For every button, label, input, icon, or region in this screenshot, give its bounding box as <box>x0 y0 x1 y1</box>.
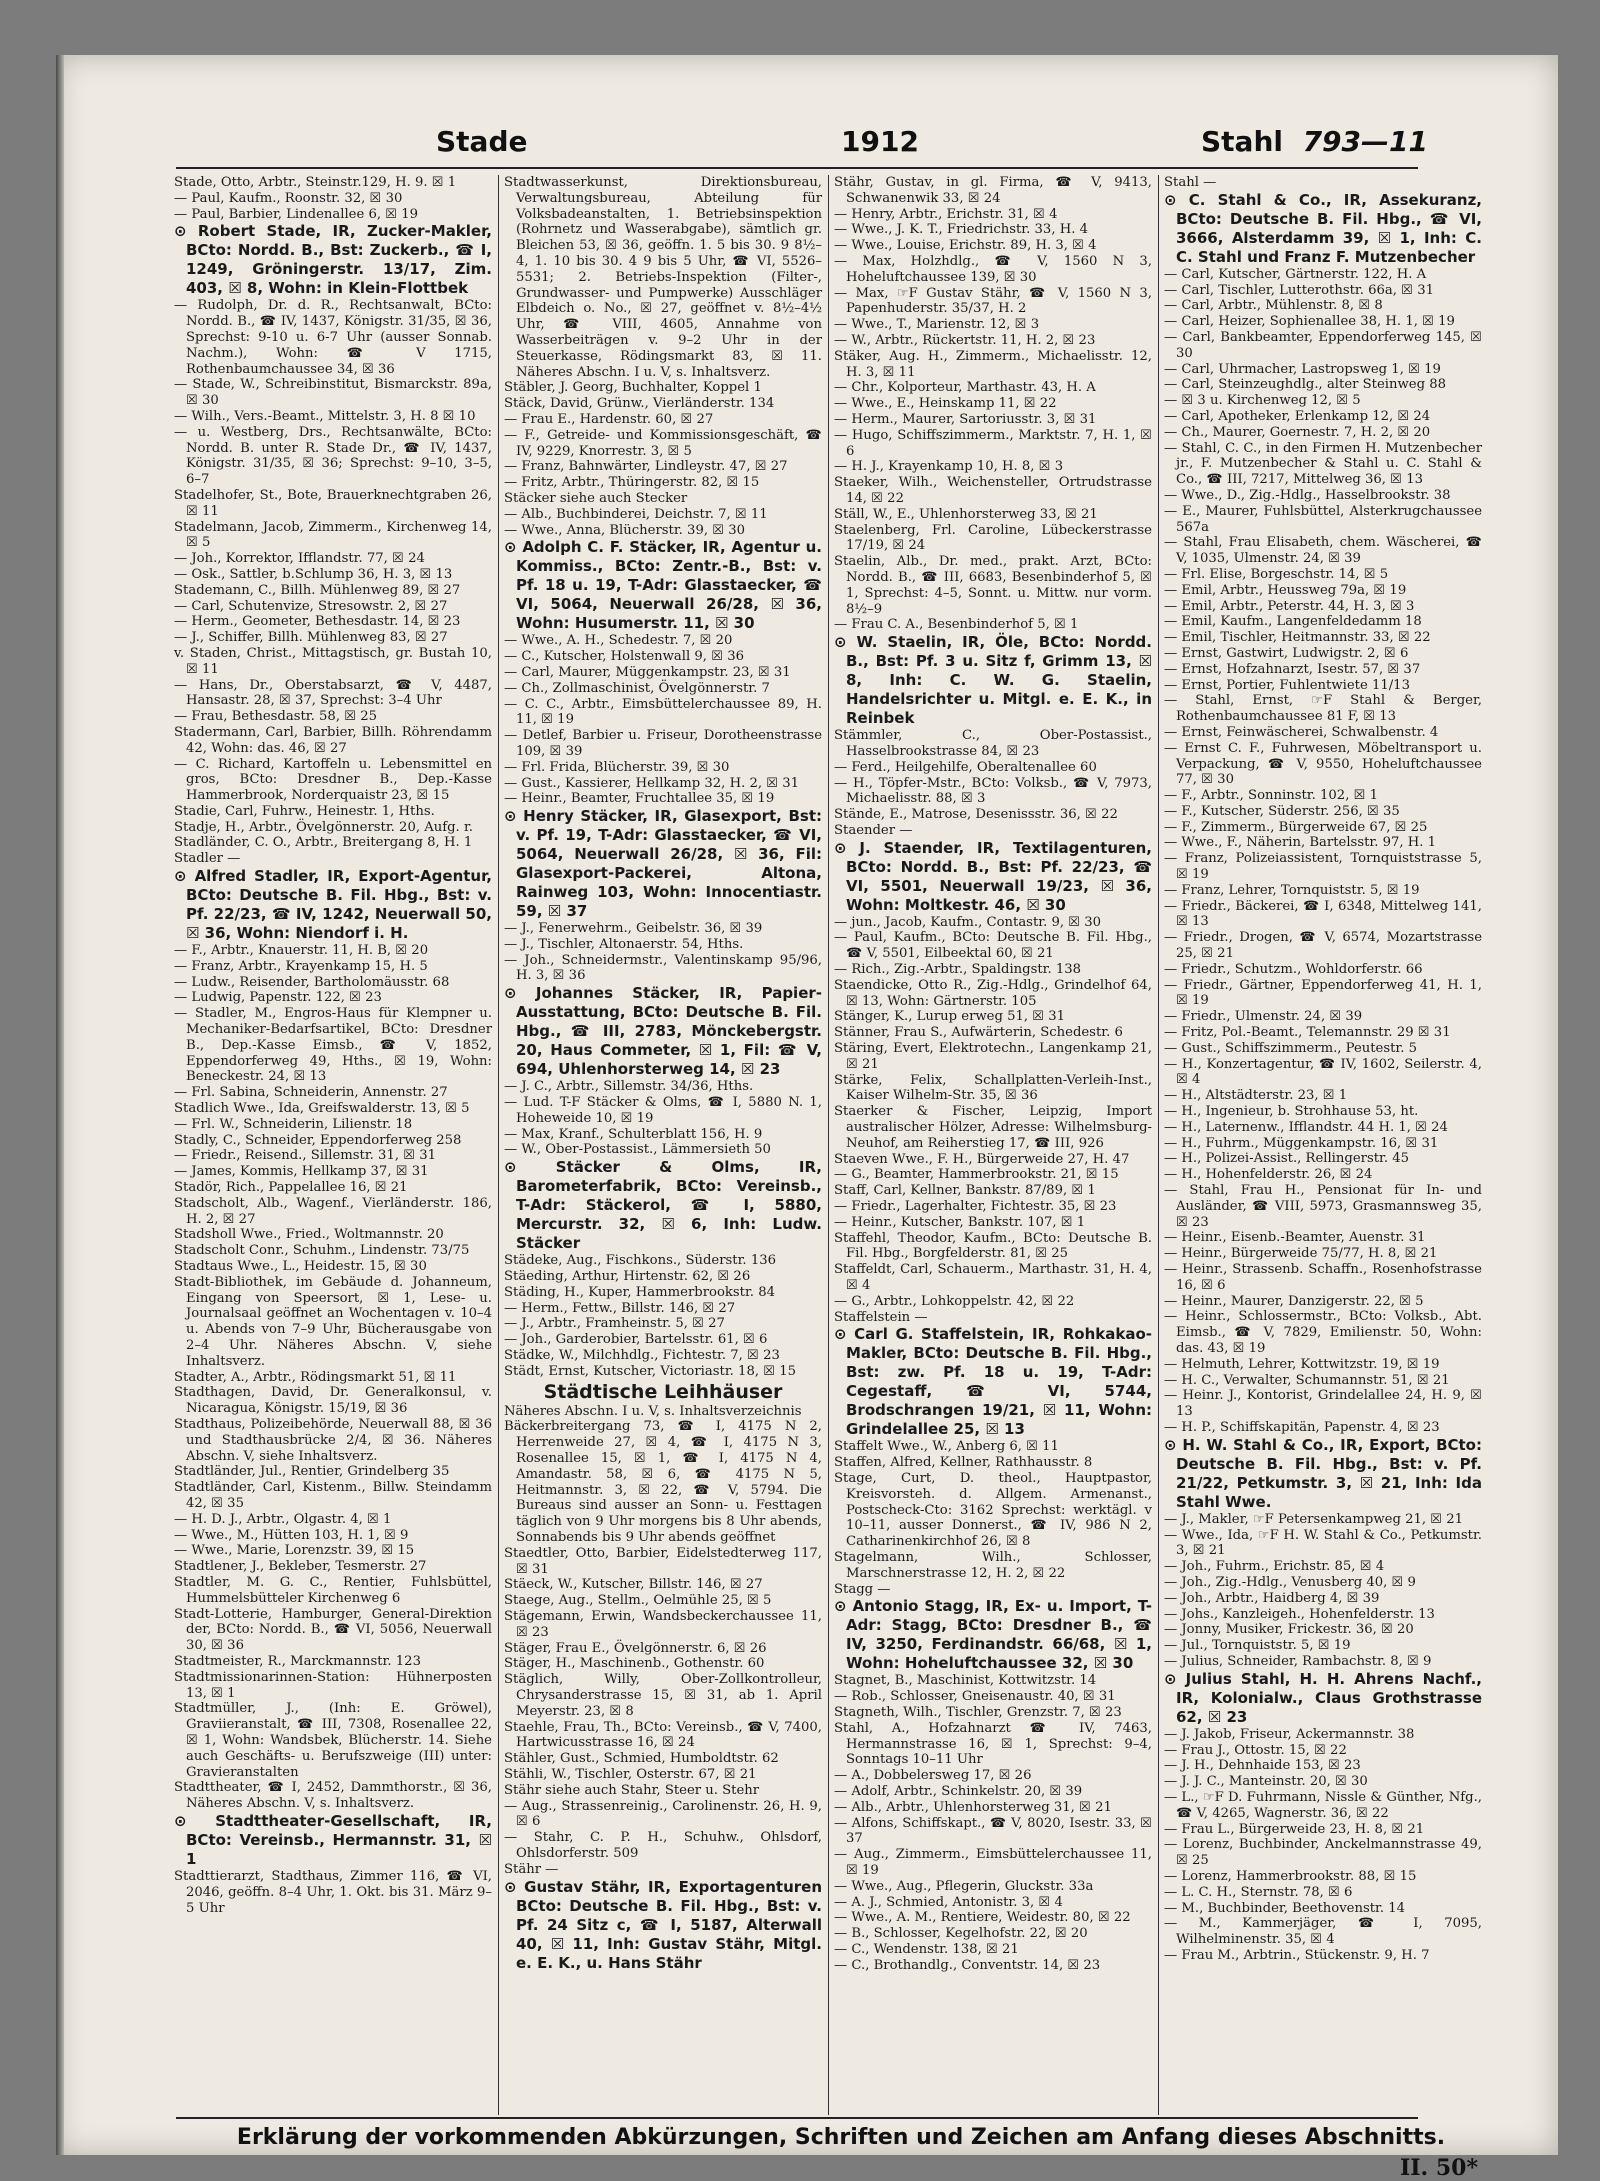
directory-entry: — Franz, Bahnwärter, Lindleystr. 47, ☒ 27 <box>504 459 788 475</box>
directory-entry: — W., Arbtr., Rückertstr. 11, H. 2, ☒ 23 <box>834 332 1096 348</box>
directory-entry: Stadt-Bibliothek, im Gebäude d. Johanneum, Eingang von Speersort, ☒ 1, Lese- u. Journalsaal geöffnet an Wochentagen v. 10–4 u. Abends von 7–9 Uhr, Bücherausgabe von 2–4 Uhr. Näheres Abschn. V, siehe Inhaltsverz. <box>174 1274 492 1369</box>
directory-entry: — A. J., Schmied, Antonistr. 3, ☒ 4 <box>834 1894 1063 1910</box>
directory-entry: Stadtmissionarinnen-Station: Hühnerposten 13, ☒ 1 <box>174 1669 492 1701</box>
directory-entry: Stähr — <box>504 1861 559 1877</box>
directory-entry: — Heinr., Eisenb.-Beamter, Auenstr. 31 <box>1164 1230 1426 1246</box>
directory-entry: — Wwe., M., Hütten 103, H. 1, ☒ 9 <box>174 1527 409 1543</box>
directory-entry: Stadtländer, Carl, Kistenm., Billw. Steindamm 42, ☒ 35 <box>174 1480 492 1511</box>
directory-entry: — Rob., Schlosser, Gneisenaustr. 40, ☒ 31 <box>834 1689 1116 1705</box>
directory-entry: Stadtler, M. G. C., Rentier, Fuhlsbüttel, Hummelsbütteler Kirchenweg 6 <box>174 1574 492 1606</box>
directory-entry: Städeke, Aug., Fischkons., Süderstr. 136 <box>504 1253 776 1269</box>
directory-entry: Stäck, David, Grünw., Vierländerstr. 134 <box>504 396 775 412</box>
directory-entry: — Wwe., D., Zig.-Hdlg., Hasselbrookstr. 38 <box>1164 487 1451 503</box>
directory-entry: Städtische Leihhäuser <box>543 1380 783 1403</box>
directory-entry: Stäbler, J. Georg, Buchhalter, Koppel 1 <box>504 380 762 396</box>
page-header <box>156 125 1448 165</box>
directory-entry: — J. J. C., Manteinstr. 20, ☒ 30 <box>1164 1774 1368 1790</box>
directory-entry: — C., Kutscher, Holstenwall 9, ☒ 36 <box>504 649 744 665</box>
directory-entry: ⊙ W. Staelin, IR, Öle, BCto: Nordd. B., Bst: Pf. 3 u. Sitz f, Grimm 13, ☒ 8, Inh: C. W. G. Staelin, Handelsrichter u. Mitgl. e. E. K., in Reinbek <box>834 633 1152 728</box>
directory-entry: — F., Zimmerm., Bürgerweide 67, ☒ 25 <box>1164 819 1428 835</box>
directory-entry: Städt, Ernst, Kutscher, Victoriastr. 18, ☒ 15 <box>504 1363 797 1379</box>
directory-entry: ⊙ J. Staender, IR, Textilagenturen, BCto: Nordd. B., Bst: Pf. 22/23, ☎ VI, 5501, Neuerwall 19/23, ☒ 36, Wohn: Moltkestr. 46, ☒ 30 <box>834 838 1152 914</box>
directory-entry: — Adolf, Arbtr., Schinkelstr. 20, ☒ 39 <box>834 1783 1083 1799</box>
directory-entry: — Heinr., Beamter, Fruchtallee 35, ☒ 19 <box>504 791 775 807</box>
directory-entry: — Heinr. J., Kontorist, Grindelallee 24, H. 9, ☒ 13 <box>1164 1388 1482 1420</box>
directory-entry: — L. C. H., Sternstr. 78, ☒ 6 <box>1164 1884 1353 1900</box>
directory-entry: — Lorenz, Hammerbrookstr. 88, ☒ 15 <box>1164 1868 1417 1884</box>
directory-columns <box>174 175 1482 2115</box>
directory-entry: — M., Buchbinder, Beethovenstr. 14 <box>1164 1900 1406 1916</box>
directory-entry: Stadt-Lotterie, Hamburger, General-Direktion der, BCto: Nordd. B., ☎ VI, 5056, Neuerwall 30, ☒ 36 <box>174 1606 492 1654</box>
directory-entry: Stadthaus, Polizeibehörde, Neuerwall 88, ☒ 36 und Stadthausbrücke 2/4, ☒ 36. Näheres Abschn. V, siehe Inhaltsverz. <box>174 1416 492 1464</box>
directory-entry: Stadländer, C. O., Arbtr., Breitergang 8, H. 1 <box>174 835 473 851</box>
directory-entry: Stänner, Frau S., Aufwärterin, Schedestr. 6 <box>834 1025 1123 1041</box>
directory-entry: — Wwe., Aug., Pflegerin, Gluckstr. 33a <box>834 1878 1094 1894</box>
directory-entry: — H., Konzertagentur, ☎ IV, 1602, Seilerstr. 4, ☒ 4 <box>1164 1056 1482 1088</box>
directory-entry: — Ferd., Heilgehilfe, Oberaltenallee 60 <box>834 759 1097 775</box>
directory-entry: ⊙ Henry Stäcker, IR, Glasexport, Bst: v. Pf. 19, T-Adr: Glasstaecker, ☎ VI, 5064, Neuerwall 26/28, ☒ 36, Fil: Glasexport-Packerei, Altona, Rainweg 103, Wohn: Innocentiastr. 59, ☒ 37 <box>504 807 822 921</box>
directory-entry: — Hans, Dr., Oberstabsarzt, ☎ V, 4487, Hansastr. 28, ☒ 37, Sprechst: 3–4 Uhr <box>174 677 492 709</box>
directory-entry: — H., Töpfer-Mstr., BCto: Volksb., ☎ V, 7973, Michaelisstr. 88, ☒ 3 <box>834 775 1152 807</box>
directory-entry: Staedtler, Otto, Barbier, Eidelstedterweg 117, ☒ 31 <box>504 1545 822 1577</box>
directory-entry: — B., Schlosser, Kegelhofstr. 22, ☒ 20 <box>834 1926 1088 1942</box>
directory-entry: Staff, Carl, Kellner, Bankstr. 87/89, ☒ 1 <box>834 1183 1096 1199</box>
column-separator <box>828 175 829 2115</box>
directory-entry: — Paul, Kaufm., Roonstr. 32, ☒ 30 <box>174 190 403 206</box>
directory-entry: — Stahl, Frau Elisabeth, chem. Wäscherei, ☎ V, 1035, Ulmenstr. 24, ☒ 39 <box>1164 535 1482 567</box>
directory-entry: — Stahl, Ernst, ☞F Stahl & Berger, Rothenbaumchaussee 81 F, ☒ 13 <box>1164 693 1482 725</box>
directory-entry: Staehle, Frau, Th., BCto: Vereinsb., ☎ V, 7400, Hartwicusstrasse 16, ☒ 24 <box>504 1719 822 1751</box>
directory-entry: — Franz, Polizeiassistent, Tornquiststrasse 5, ☒ 19 <box>1164 851 1482 883</box>
directory-entry: — Rich., Zig.-Arbtr., Spaldingstr. 138 <box>834 962 1082 978</box>
directory-entry: Stadör, Rich., Pappelallee 16, ☒ 21 <box>174 1180 408 1196</box>
directory-entry: Stäring, Evert, Elektrotechn., Langenkamp 21, ☒ 21 <box>834 1041 1152 1072</box>
directory-entry: ⊙ Stadttheater-Gesellschaft, IR, BCto: Vereinsb., Hermannstr. 31, ☒ 1 <box>174 1811 492 1868</box>
directory-entry: Staffen, Alfred, Kellner, Rathhausstr. 8 <box>834 1455 1093 1471</box>
directory-entry: — Carl, Maurer, Müggenkampstr. 23, ☒ 31 <box>504 664 791 680</box>
directory-entry: ⊙ H. W. Stahl & Co., IR, Export, BCto: Deutsche B. Fil. Hbg., Bst: v. Pf. 21/22, Petkumstr. 3, ☒ 21, Inh: Ida Stahl Wwe. <box>1164 1435 1482 1511</box>
directory-entry: — Herm., Geometer, Bethesdastr. 14, ☒ 23 <box>174 614 461 630</box>
directory-entry: — Friedr., Drogen, ☎ V, 6574, Mozartstrasse 25, ☒ 21 <box>1164 930 1482 962</box>
directory-entry: — Wwe., Louise, Erichstr. 89, H. 3, ☒ 4 <box>834 238 1097 254</box>
directory-entry: — Heinr., Schlossermstr., BCto: Volksb., Abt. Eimsb., ☎ V, 7829, Emilienstr. 50, Wohn: das. 43, ☒ 19 <box>1164 1309 1482 1356</box>
directory-entry: Stagneth, Wilh., Tischler, Grenzstr. 7, ☒ 23 <box>834 1704 1122 1720</box>
directory-entry: Stagg — <box>834 1581 891 1597</box>
directory-entry: — Ernst, Gastwirt, Ludwigstr. 2, ☒ 6 <box>1164 645 1409 661</box>
directory-entry: — H. D. J., Arbtr., Olgastr. 4, ☒ 1 <box>174 1511 392 1527</box>
directory-entry: — Heinr., Maurer, Danzigerstr. 22, ☒ 5 <box>1164 1293 1424 1309</box>
directory-entry: — Wwe., F., Näherin, Bartelsstr. 97, H. 1 <box>1164 835 1437 851</box>
directory-entry: — Max, Holzhdlg., ☎ V, 1560 N 3, Hoheluftchaussee 139, ☒ 30 <box>834 253 1152 285</box>
directory-entry: — ☒ 3 u. Kirchenweg 12, ☒ 5 <box>1164 393 1361 409</box>
directory-entry: Stadly, C., Schneider, Eppendorferweg 258 <box>174 1132 462 1148</box>
directory-entry: ⊙ Gustav Stähr, IR, Exportagenturen BCto: Deutsche B. Fil. Hbg., Bst: v. Pf. 24 Sitz c, ☎ I, 5187, Alterwall 40, ☒ 11, Inh: Gustav Stähr, Mitgl. e. E. K., u. Hans Stähr <box>504 1877 822 1972</box>
directory-entry: — Stahl, C. C., in den Firmen H. Mutzenbecher jr., F. Mutzenbecher & Stahl u. C. Stahl & Co., ☎ III, 7217, Mittelweg 36, ☒ 13 <box>1164 440 1482 488</box>
directory-entry: — Frau, Bethesdastr. 58, ☒ 25 <box>174 709 378 725</box>
directory-entry: ⊙ Julius Stahl, H. H. Ahrens Nachf., IR, Kolonialw., Claus Grothstrasse 62, ☒ 23 <box>1164 1669 1482 1726</box>
header-right-keyword: Stahl <box>1201 125 1283 158</box>
directory-entry: Stänger, K., Lurup erweg 51, ☒ 31 <box>834 1009 1066 1025</box>
directory-entry: — James, Kommis, Hellkamp 37, ☒ 31 <box>174 1164 429 1180</box>
directory-entry: — Lorenz, Buchbinder, Anckelmannstrasse 49, ☒ 25 <box>1164 1837 1482 1869</box>
footer-rule <box>176 2117 1418 2119</box>
page-number: II. 50* <box>1399 2155 1478 2181</box>
header-left-keyword: Stade <box>436 125 528 158</box>
directory-entry: — H., Ingenieur, b. Strohhause 53, ht. <box>1164 1104 1419 1120</box>
column-3 <box>834 175 1152 2115</box>
directory-entry: — Herm., Maurer, Sartoriusstr. 3, ☒ 31 <box>834 411 1097 427</box>
directory-entry: ⊙ Carl G. Staffelstein, IR, Rohkakao-Makler, BCto: Deutsche B. Fil. Hbg., Bst: zw. Pf. 18 u. 19, T-Adr: Cegestaff, ☎ VI, 5744, Brodschrangen 19/21, ☒ 11, Wohn: Grindelallee 25, ☒ 13 <box>834 1325 1152 1439</box>
directory-entry: — Detlef, Barbier u. Friseur, Dorotheenstrasse 109, ☒ 39 <box>504 728 822 759</box>
directory-entry: Stadtländer, Jul., Rentier, Grindelberg 35 <box>174 1464 450 1480</box>
directory-entry: — Wwe., Ida, ☞F H. W. Stahl & Co., Petkumstr. 3, ☒ 21 <box>1164 1527 1482 1559</box>
directory-entry: — Ch., Zollmaschinist, Övelgönnerstr. 7 <box>504 680 770 696</box>
directory-entry: Stäger, H., Maschinenb., Gothenstr. 60 <box>504 1656 765 1672</box>
directory-entry: — Jonny, Musiker, Frickestr. 36, ☒ 20 <box>1164 1622 1414 1638</box>
directory-entry: — Heinr., Strassenb. Schaffn., Rosenhofstrasse 16, ☒ 6 <box>1164 1262 1482 1293</box>
directory-entry: — A., Dobbelersweg 17, ☒ 26 <box>834 1768 1032 1784</box>
directory-entry: Stadie, Carl, Fuhrw., Heinestr. 1, Hths. <box>174 803 435 819</box>
directory-entry: — Fritz, Pol.-Beamt., Telemannstr. 29 ☒ 31 <box>1164 1025 1451 1041</box>
directory-entry: — Johs., Kanzleigeh., Hohenfelderstr. 13 <box>1164 1606 1435 1622</box>
directory-entry: — Aug., Zimmerm., Eimsbüttelerchaussee 11, ☒ 19 <box>834 1847 1152 1878</box>
directory-entry: Staeker, Wilh., Weichensteller, Ortrudstrasse 14, ☒ 22 <box>834 475 1152 506</box>
directory-entry: Stadtaus Wwe., L., Heidestr. 15, ☒ 30 <box>174 1259 427 1275</box>
directory-entry: — Carl, Arbtr., Mühlenstr. 8, ☒ 8 <box>1164 298 1383 314</box>
directory-entry: — Carl, Steinzeughdlg., alter Steinweg 88 <box>1164 377 1446 393</box>
column-2 <box>504 175 822 2115</box>
directory-entry: — Joh., Zig.-Hdlg., Venusberg 40, ☒ 9 <box>1164 1574 1416 1590</box>
directory-entry: — J., Schiffer, Billh. Mühlenweg 83, ☒ 27 <box>174 630 448 646</box>
directory-entry: — Alfons, Schiffskapt., ☎ V, 8020, Isestr. 33, ☒ 37 <box>834 1815 1152 1847</box>
directory-entry: Stadje, H., Arbtr., Övelgönnerstr. 20, Aufg. r. <box>174 819 473 835</box>
directory-entry: — Frau C. A., Besenbinderhof 5, ☒ 1 <box>834 617 1079 633</box>
directory-entry: — C. Richard, Kartoffeln u. Lebensmittel en gros, BCto: Dresdner B., Dep.-Kasse Hammerbrook, Norderquaistr 23, ☒ 15 <box>174 756 492 804</box>
directory-entry: Stagnet, B., Maschinist, Kottwitzstr. 14 <box>834 1673 1097 1689</box>
directory-entry: — M., Kammerjäger, ☎ I, 7095, Wilhelminenstr. 35, ☒ 4 <box>1164 1916 1482 1948</box>
directory-entry: Staffeldt, Carl, Schauerm., Marthastr. 31, H. 4, ☒ 4 <box>834 1262 1152 1294</box>
directory-entry: — H., Hohenfelderstr. 26, ☒ 24 <box>1164 1167 1373 1183</box>
directory-entry: Stähr, Gustav, in gl. Firma, ☎ V, 9413, Schwanenwik 33, ☒ 24 <box>834 175 1152 206</box>
directory-entry: ⊙ Stäcker & Olms, IR, Barometerfabrik, BCto: Vereinsb., T-Adr: Stäckerol, ☎ I, 5880, Mercurstr. 32, ☒ 6, Inh: Ludw. Stäcker <box>504 1158 822 1253</box>
directory-entry: — Helmuth, Lehrer, Kottwitzstr. 19, ☒ 19 <box>1164 1356 1440 1372</box>
directory-entry: — jun., Jacob, Kaufm., Contastr. 9, ☒ 30 <box>834 914 1102 930</box>
directory-entry: Staelin, Alb., Dr. med., prakt. Arzt, BCto: Nordd. B., ☎ III, 6683, Besenbinderhof 5, ☒ 1, Sprechst: 4–5, Sonnt. u. Mittw. nur vorm. 8½–9 <box>834 554 1152 617</box>
directory-entry: — Hugo, Schiffszimmerm., Marktstr. 7, H. 1, ☒ 6 <box>834 427 1152 459</box>
directory-entry: Staege, Aug., Stellm., Oelmühle 25, ☒ 5 <box>504 1593 772 1609</box>
directory-entry: — Wwe., E., Heinskamp 11, ☒ 22 <box>834 396 1057 412</box>
directory-entry: Ställ, W., E., Uhlenhorsterweg 33, ☒ 21 <box>834 506 1098 522</box>
directory-entry: — Joh., Arbtr., Haidberg 4, ☒ 39 <box>1164 1590 1380 1606</box>
directory-entry: v. Staden, Christ., Mittagstisch, gr. Bustah 10, ☒ 11 <box>174 645 492 677</box>
directory-entry: Stäeding, Arthur, Hirtenstr. 62, ☒ 26 <box>504 1269 751 1285</box>
directory-entry: Stände, E., Matrose, Desenissstr. 36, ☒ 22 <box>834 807 1118 823</box>
directory-entry: — Carl, Bankbeamter, Eppendorferweg 145, ☒ 30 <box>1164 329 1482 361</box>
scanned-page <box>56 55 1558 2181</box>
directory-entry: — Osk., Sattler, b.Schlump 36, H. 3, ☒ 13 <box>174 566 453 582</box>
directory-entry: Stahl — <box>1164 175 1217 190</box>
directory-entry: — H. C., Verwalter, Schumannstr. 51, ☒ 21 <box>1164 1372 1450 1388</box>
directory-entry: — Paul, Kaufm., BCto: Deutsche B. Fil. Hbg., ☎ V, 5501, Eilbeektal 60, ☒ 21 <box>834 930 1152 962</box>
directory-entry: — Frl. Frida, Blücherstr. 39, ☒ 30 <box>504 759 730 775</box>
directory-entry: — Ernst, Feinwäscherei, Schwalbenstr. 4 <box>1164 724 1439 740</box>
directory-entry: — F., Getreide- und Kommissionsgeschäft, ☎ IV, 9229, Knorrestr. 3, ☒ 5 <box>504 427 822 459</box>
directory-entry: — J., Tischler, Altonaerstr. 54, Hths. <box>504 936 744 952</box>
directory-entry: Stadelhofer, St., Bote, Brauerknechtgraben 26, ☒ 11 <box>174 487 492 519</box>
directory-entry: — Henry, Arbtr., Erichstr. 31, ☒ 4 <box>834 206 1058 222</box>
directory-entry: — Wwe., Marie, Lorenzstr. 39, ☒ 15 <box>174 1543 415 1559</box>
directory-entry: Staeven Wwe., F. H., Bürgerweide 27, H. 47 <box>834 1151 1130 1167</box>
directory-entry: — Gust., Kassierer, Hellkamp 32, H. 2, ☒ 31 <box>504 775 800 791</box>
directory-entry: — Ernst C. F., Fuhrwesen, Möbeltransport u. Verpackung, ☎ V, 9550, Hoheluftchaussee 77, ☒ 30 <box>1164 740 1482 788</box>
directory-entry: — Chr., Kolporteur, Marthastr. 43, H. A <box>834 380 1096 396</box>
directory-entry: Stade, Otto, Arbtr., Steinstr.129, H. 9. ☒ 1 <box>174 175 457 190</box>
directory-entry: Stäker, Aug. H., Zimmerm., Michaelisstr. 12, H. 3, ☒ 11 <box>834 348 1152 380</box>
directory-entry: Stadler — <box>174 851 241 867</box>
directory-entry: Stadtwasserkunst, Direktionsbureau, Verwaltungsbureau, Abteilung für Volksbadeanstalten, 1. Betriebsinspektion (Rohrnetz und Wasserabgabe), sämtlich gr. Bleichen 53, ☒ 36, geöffn. 1. 5 bis 30. 9 8½–4, 1. 10 bis 30. 4 9 bis 5 Uhr, ☎ VI, 5526–5531; 2. Betriebs-Inspektion (Filter-, Grundwasser- und Pumpwerke) Ausschläger Elbdeich o. No., ☒ 27, geöffnet v. 8½–4½ Uhr, ☎ VIII, 4605, Annahme von Wasserbeiträgen v. 9–2 Uhr in der Steuerkasse, Rödingsmarkt 83, ☒ 11. Näheres Abschn. I u. V, s. Inhaltsverz. <box>504 175 822 380</box>
directory-entry: — J., Makler, ☞F Petersenkampweg 21, ☒ 21 <box>1164 1511 1464 1527</box>
directory-entry: — Herm., Fettw., Billstr. 146, ☒ 27 <box>504 1300 736 1316</box>
directory-entry: — Ernst, Hofzahnarzt, Isestr. 57, ☒ 37 <box>1164 661 1421 677</box>
directory-entry: Stadscholt Conr., Schuhm., Lindenstr. 73/75 <box>174 1243 470 1259</box>
header-rule <box>176 167 1418 169</box>
directory-entry: Stahl, A., Hofzahnarzt ☎ IV, 7463, Hermannstrasse 16, ☒ 1, Sprechst: 9–4, Sonntags 10–11 Uhr <box>834 1720 1152 1768</box>
directory-entry: — F., Kutscher, Süderstr. 256, ☒ 35 <box>1164 803 1400 819</box>
directory-entry: — J. C., Arbtr., Sillemstr. 34/36, Hths. <box>504 1079 754 1095</box>
directory-entry: — Lud. T-F Stäcker & Olms, ☎ I, 5880 N. 1, Hoheweide 10, ☒ 19 <box>504 1095 822 1126</box>
directory-entry: — G., Beamter, Hammerbrookstr. 21, ☒ 15 <box>834 1167 1119 1183</box>
directory-entry: Stärke, Felix, Schallplatten-Verleih-Inst., Kaiser Wilhelm-Str. 35, ☒ 36 <box>834 1072 1152 1104</box>
directory-entry: — Carl, Schutenvize, Stresowstr. 2, ☒ 27 <box>174 598 448 614</box>
directory-entry: Staffelt Wwe., W., Anberg 6, ☒ 11 <box>834 1439 1059 1455</box>
directory-entry: — G., Arbtr., Lohkoppelstr. 42, ☒ 22 <box>834 1293 1075 1309</box>
directory-entry: — Joh., Korrektor, Ifflandstr. 77, ☒ 24 <box>174 551 425 567</box>
directory-entry: Staerker & Fischer, Leipzig, Import australischer Hölzer, Adresse: Wilhelmsburg-Neuhof, am Reiherstieg 17, ☎ III, 926 <box>834 1104 1152 1151</box>
directory-entry: — Joh., Schneidermstr., Valentinskamp 95/96, H. 3, ☒ 36 <box>504 952 822 984</box>
directory-entry: Stage, Curt, D. theol., Hauptpastor, Kreisvorsteh. d. Allgem. Armenanst., Postscheck-Cto: 3162 Sprechst: werktägl. v 10–11, ausser Donnerst., ☎ IV, 986 N 2, Catharinenkirchhof 26, ☒ 8 <box>834 1471 1152 1550</box>
directory-entry: — Frl. W., Schneiderin, Lilienstr. 18 <box>174 1116 413 1132</box>
directory-entry: Städing, H., Kuper, Hammerbrookstr. 84 <box>504 1284 775 1300</box>
directory-entry: — Aug., Strassenreinig., Carolinenstr. 26, H. 9, ☒ 6 <box>504 1798 822 1830</box>
directory-entry: ⊙ Antonio Stagg, IR, Ex- u. Import, T-Adr: Stagg, BCto: Dresdner B., ☎ IV, 3250, Ferdinandstr. 66/68, ☒ 1, Wohn: Hoheluftchaussee 32, ☒ 30 <box>834 1597 1152 1673</box>
directory-entry: Stähli, W., Tischler, Osterstr. 67, ☒ 21 <box>504 1766 757 1782</box>
directory-entry: — Julius, Schneider, Rambachstr. 8, ☒ 9 <box>1164 1653 1432 1669</box>
directory-entry: — Carl, Heizer, Sophienallee 38, H. 1, ☒ 19 <box>1164 314 1455 330</box>
directory-entry: — Carl, Tischler, Lutterothstr. 66a, ☒ 31 <box>1164 282 1434 298</box>
directory-entry: — W., Ober-Postassist., Lämmersieth 50 <box>504 1142 771 1158</box>
directory-entry: — Franz, Arbtr., Krayenkamp 15, H. 5 <box>174 958 428 974</box>
directory-entry: — C. C., Arbtr., Eimsbüttelerchaussee 89, H. 11, ☒ 19 <box>504 696 822 728</box>
directory-entry: — H., Laternenw., Ifflandstr. 44 H. 1, ☒ 24 <box>1164 1119 1448 1135</box>
directory-entry: — J. Jakob, Friseur, Ackermannstr. 38 <box>1164 1726 1415 1742</box>
header-year: 1912 <box>841 125 919 158</box>
directory-entry: Staendicke, Otto R., Zig.-Hdlg., Grindelhof 64, ☒ 13, Wohn: Gärtnerstr. 105 <box>834 977 1152 1009</box>
directory-entry: — Stahr, C. P. H., Schuhw., Ohlsdorf, Ohlsdorferstr. 509 <box>504 1830 822 1861</box>
directory-entry: ⊙ Robert Stade, IR, Zucker-Makler, BCto: Nordd. B., Bst: Zuckerb., ☎ I, 1249, Gröningerstr. 13/17, Zim. 403, ☒ 8, Wohn: in Klein-Flottbek <box>174 222 492 298</box>
directory-entry: Stadttheater, ☎ I, 2452, Dammthorstr., ☒ 36, Näheres Abschn. V, s. Inhaltsverz. <box>174 1780 492 1812</box>
directory-entry: — Carl, Apotheker, Erlenkamp 12, ☒ 24 <box>1164 408 1431 424</box>
header-page-number: 793—11 <box>1302 125 1428 158</box>
directory-entry: — H., Polizei-Assist., Rellingerstr. 45 <box>1164 1151 1410 1167</box>
directory-entry: Stagelmann, Wilh., Schlosser, Marschnerstrasse 12, H. 2, ☒ 22 <box>834 1549 1152 1581</box>
directory-entry: — Emil, Arbtr., Peterstr. 44, H. 3, ☒ 3 <box>1164 598 1415 614</box>
directory-entry: Stähr siehe auch Stahr, Steer u. Stehr <box>504 1782 760 1798</box>
directory-entry: — L., ☞F D. Fuhrmann, Nissle & Günther, Nfg., ☎ V, 4265, Wagnerstr. 36, ☒ 22 <box>1164 1789 1482 1821</box>
directory-entry: — Gust., Schiffszimmerm., Peutestr. 5 <box>1164 1040 1418 1056</box>
directory-entry: — Paul, Barbier, Lindenallee 6, ☒ 19 <box>174 206 419 222</box>
directory-entry: — Alb., Arbtr., Uhlenhorsterweg 31, ☒ 21 <box>834 1799 1112 1815</box>
directory-entry: — Stadler, M., Engros-Haus für Klempner u. Mechaniker-Bedarfsartikel, BCto: Dresdner B., Dep.-Kasse Eimsb., ☎ V, 1852, Eppendorferweg 49, Hths., ☒ 19, Wohn: Beneckestr. 24, ☒ 13 <box>174 1006 492 1085</box>
directory-entry: — Ernst, Portier, Fuhlentwiete 11/13 <box>1164 677 1410 693</box>
directory-entry: — Ludw., Reisender, Bartholomäusstr. 68 <box>174 974 450 990</box>
directory-entry: — Franz, Lehrer, Tornquiststr. 5, ☒ 19 <box>1164 882 1420 898</box>
directory-entry: — Max, Kranf., Schulterblatt 156, H. 9 <box>504 1126 763 1142</box>
column-1 <box>174 175 492 2115</box>
directory-entry: Stägemann, Erwin, Wandsbeckerchaussee 11, ☒ 23 <box>504 1609 822 1640</box>
directory-entry: — H., Altstädterstr. 23, ☒ 1 <box>1164 1088 1348 1104</box>
directory-entry: — Friedr., Reisend., Sillemstr. 31, ☒ 31 <box>174 1148 437 1164</box>
directory-entry: — E., Maurer, Fuhlsbüttel, Alsterkrugchaussee 567a <box>1164 503 1482 535</box>
directory-entry: Stadter, A., Arbtr., Rödingsmarkt 51, ☒ 11 <box>174 1369 457 1385</box>
directory-entry: — Frl. Sabina, Schneiderin, Annenstr. 27 <box>174 1085 448 1101</box>
scan-edge <box>56 55 64 2155</box>
directory-entry: — Rudolph, Dr. d. R., Rechtsanwalt, BCto: Nordd. B., ☎ IV, 1437, Königstr. 31/35, ☒ 36, Sprechst: 9-10 u. 6-7 Uhr (ausser Sonnab. Nachm.), Wohn: ☎ V 1715, Rothenbaumchaussee 34, ☒ 36 <box>174 298 492 377</box>
directory-entry: — Friedr., Gärtner, Eppendorferweg 41, H. 1, ☒ 19 <box>1164 977 1482 1009</box>
directory-entry: Stadelmann, Jacob, Zimmerm., Kirchenweg 14, ☒ 5 <box>174 519 492 551</box>
directory-entry: — Wilh., Vers.-Beamt., Mittelstr. 3, H. 8 ☒ 10 <box>174 408 476 424</box>
directory-entry: — Friedr., Bäckerei, ☎ I, 6348, Mittelweg 141, ☒ 13 <box>1164 898 1482 930</box>
directory-entry: — Max, ☞F Gustav Stähr, ☎ V, 1560 N 3, Papenhuderstr. 35/37, H. 2 <box>834 285 1152 317</box>
directory-entry: — Alb., Buchbinderei, Deichstr. 7, ☒ 11 <box>504 506 768 522</box>
directory-entry: — H. P., Schiffskapitän, Papenstr. 4, ☒ 23 <box>1164 1419 1440 1435</box>
directory-entry: ⊙ Johannes Stäcker, IR, Papier-Ausstattung, BCto: Deutsche B. Fil. Hbg., ☎ III, 2783, Mönckebergstr. 20, Haus Commeter, ☒ 1, Fil: ☎ V, 694, Uhlenhorsterweg 14, ☒ 23 <box>504 984 822 1079</box>
directory-entry: — Stahl, Frau H., Pensionat für In- und Ausländer, ☎ VIII, 5973, Grasmannsweg 35, ☒ 23 <box>1164 1183 1482 1230</box>
directory-entry: Stadlich Wwe., Ida, Greifswalderstr. 13, ☒ 5 <box>174 1101 470 1117</box>
column-separator <box>1158 175 1159 2115</box>
directory-entry: — Wwe., A. M., Rentiere, Weidestr. 80, ☒ 22 <box>834 1910 1131 1926</box>
directory-entry: Stämmler, C., Ober-Postassist., Hasselbrookstrasse 84, ☒ 23 <box>834 728 1152 759</box>
directory-entry: ⊙ Adolph C. F. Stäcker, IR, Agentur u. Kommiss., BCto: Zentr.-B., Bst: v. Pf. 18 u. 19, T-Adr: Glasstaecker, ☎ VI, 5064, Neuerwall 26/28, ☒ 36, Wohn: Husumerstr. 11, ☒ 30 <box>504 538 822 633</box>
directory-entry: — C., Brothandlg., Conventstr. 14, ☒ 23 <box>834 1957 1101 1973</box>
directory-entry: Staffelstein — <box>834 1309 928 1325</box>
directory-entry: — Carl, Uhrmacher, Lastropsweg 1, ☒ 19 <box>1164 361 1441 377</box>
directory-entry: — F., Arbtr., Knauerstr. 11, H. B, ☒ 20 <box>174 943 429 959</box>
directory-entry: — Emil, Kaufm., Langenfeldedamm 18 <box>1164 614 1422 630</box>
directory-entry: — J., Fenerwehrm., Geibelstr. 36, ☒ 39 <box>504 921 763 937</box>
directory-entry: — Friedr., Ulmenstr. 24, ☒ 39 <box>1164 1009 1363 1025</box>
directory-entry: — Heinr., Kutscher, Bankstr. 107, ☒ 1 <box>834 1214 1086 1230</box>
directory-entry: — Carl, Kutscher, Gärtnerstr. 122, H. A <box>1164 266 1427 282</box>
directory-entry: — Wwe., Anna, Blücherstr. 39, ☒ 30 <box>504 522 746 538</box>
directory-entry: — Frau J., Ottostr. 15, ☒ 22 <box>1164 1742 1347 1758</box>
directory-entry: Stademann, C., Billh. Mühlenweg 89, ☒ 27 <box>174 582 461 598</box>
directory-entry: — Emil, Arbtr., Heussweg 79a, ☒ 19 <box>1164 582 1407 598</box>
directory-entry: — Frau E., Hardenstr. 60, ☒ 27 <box>504 411 714 427</box>
directory-entry: — Stade, W., Schreibinstitut, Bismarckstr. 89a, ☒ 30 <box>174 377 492 409</box>
column-4 <box>1164 175 1482 2115</box>
directory-entry: Bäckerbreitergang 73, ☎ I, 4175 N 2, Herrenweide 27, ☒ 4, ☎ I, 4175 N 3, Rosenallee 15, ☒ 1, ☎ I, 4175 N 4, Amandastr. 58, ☒ 6, ☎ 4175 N 5, Heitmannstr. 3, ☒ 22, ☎ V, 5794. Die Bureaus sind ausser an Sonn- u. Festtagen täglich von 9 Uhr morgens bis 8 Uhr abends, Sonnabends bis 9 Uhr abends geöffnet <box>504 1419 822 1546</box>
directory-entry: — Fritz, Arbtr., Thüringerstr. 82, ☒ 15 <box>504 475 760 491</box>
directory-entry: Stadtmeister, R., Marckmannstr. 123 <box>174 1653 421 1669</box>
directory-entry: Stadtlener, J., Bekleber, Tesmerstr. 27 <box>174 1559 427 1575</box>
directory-entry: Stäglich, Willy, Ober-Zollkontrolleur, Chrysanderstrasse 15, ☒ 31, ab 1. April Meyerstr. 23, ☒ 8 <box>504 1672 822 1719</box>
directory-entry: Städke, W., Milchhdlg., Fichtestr. 7, ☒ 23 <box>504 1348 780 1364</box>
directory-entry: Stähler, Gust., Schmied, Humboldtstr. 62 <box>504 1751 779 1767</box>
directory-entry: Stadthagen, David, Dr. Generalkonsul, v. Nicaragua, Königstr. 15/19, ☒ 36 <box>174 1385 492 1417</box>
directory-entry: — Wwe., T., Marienstr. 12, ☒ 3 <box>834 317 1040 333</box>
directory-entry: — Ludwig, Papenstr. 122, ☒ 23 <box>174 990 382 1006</box>
directory-entry: — Joh., Fuhrm., Erichstr. 85, ☒ 4 <box>1164 1559 1385 1575</box>
directory-entry: — u. Westberg, Drs., Rechtsanwälte, BCto: Nordd. B. unter R. Stade Dr., ☎ IV, 1437, Königstr. 31/35, ☒ 36; Sprechst: 9–10, 3–5, 6–7 <box>174 424 492 488</box>
directory-entry: — Frau M., Arbtrin., Stückenstr. 9, H. 7 <box>1164 1947 1430 1963</box>
directory-entry: — Heinr., Bürgerweide 75/77, H. 8, ☒ 21 <box>1164 1246 1438 1262</box>
directory-entry: Stäger, Frau E., Övelgönnerstr. 6, ☒ 26 <box>504 1640 767 1656</box>
directory-entry: — J., Arbtr., Framheinstr. 5, ☒ 27 <box>504 1316 725 1332</box>
directory-entry: — C., Wendenstr. 138, ☒ 21 <box>834 1941 1019 1957</box>
directory-entry: Staelenberg, Frl. Caroline, Lübeckerstrasse 17/19, ☒ 24 <box>834 522 1152 554</box>
directory-entry: — H., Fuhrm., Müggenkampstr. 16, ☒ 31 <box>1164 1135 1439 1151</box>
directory-entry: Stadsholl Wwe., Fried., Woltmannstr. 20 <box>174 1227 444 1243</box>
footer-note: Erklärung der vorkommenden Abkürzungen, Schriften und Zeichen am Anfang dieses Abschnitts. <box>236 2125 1446 2150</box>
directory-entry: Staender — <box>834 822 913 838</box>
directory-entry: — Joh., Garderobier, Bartelsstr. 61, ☒ 6 <box>504 1332 768 1348</box>
directory-entry: Stadermann, Carl, Barbier, Billh. Röhrendamm 42, Wohn: das. 46, ☒ 27 <box>174 724 492 756</box>
directory-entry: Stäeck, W., Kutscher, Billstr. 146, ☒ 27 <box>504 1577 763 1593</box>
directory-entry: ⊙ C. Stahl & Co., IR, Assekuranz, BCto: Deutsche B. Fil. Hbg., ☎ VI, 3666, Alsterdamm 39, ☒ 1, Inh: C. C. Stahl und Franz F. Mutzenbecher <box>1164 190 1482 266</box>
directory-entry: Stäcker siehe auch Stecker <box>504 490 688 506</box>
column-separator <box>498 175 499 2115</box>
directory-entry: — H. J., Krayenkamp 10, H. 8, ☒ 3 <box>834 459 1064 475</box>
directory-entry: — Ch., Maurer, Goernestr. 7, H. 2, ☒ 20 <box>1164 424 1431 440</box>
directory-entry: — Frl. Elise, Borgeschstr. 14, ☒ 5 <box>1164 566 1389 582</box>
directory-entry: — Friedr., Lagerhalter, Fichtestr. 35, ☒ 23 <box>834 1199 1117 1215</box>
directory-entry: — J. H., Dehnhaide 153, ☒ 23 <box>1164 1758 1361 1774</box>
directory-entry: Staffehl, Theodor, Kaufm., BCto: Deutsche B. Fil. Hbg., Borgfelderstr. 81, ☒ 25 <box>834 1230 1152 1262</box>
directory-entry: — Jul., Tornquiststr. 5, ☒ 19 <box>1164 1638 1351 1654</box>
directory-entry: — Frau L., Bürgerweide 23, H. 8, ☒ 21 <box>1164 1821 1425 1837</box>
directory-entry: — Wwe., J. K. T., Friedrichstr. 33, H. 4 <box>834 222 1088 238</box>
directory-entry: — Emil, Tischler, Heitmannstr. 33, ☒ 22 <box>1164 630 1431 646</box>
directory-entry: — F., Arbtr., Sonninstr. 102, ☒ 1 <box>1164 788 1378 804</box>
directory-entry: — Wwe., A. H., Schedestr. 7, ☒ 20 <box>504 633 733 649</box>
directory-entry: Stadscholt, Alb., Wagenf., Vierländerstr. 186, H. 2, ☒ 27 <box>174 1195 492 1227</box>
directory-entry: Näheres Abschn. I u. V, s. Inhaltsverzeichnis <box>504 1403 802 1419</box>
directory-entry: ⊙ Alfred Stadler, IR, Export-Agentur, BCto: Deutsche B. Fil. Hbg., Bst: v. Pf. 22/23, ☎ IV, 1242, Neuerwall 50, ☒ 36, Wohn: Niendorf i. H. <box>174 867 492 943</box>
directory-entry: Stadtmüller, J., (Inh: E. Gröwel), Graviieranstalt, ☎ III, 7308, Rosenallee 22, ☒ 1, Wohn: Wandsbek, Blücherstr. 14. Siehe auch Geschäfts- u. Berufszweige (III) unter: Gravieranstalten <box>174 1701 492 1780</box>
directory-entry: Stadttierarzt, Stadthaus, Zimmer 116, ☎ VI, 2046, geöffn. 8–4 Uhr, 1. Okt. bis 31. März 9–5 Uhr <box>174 1868 492 1916</box>
directory-entry: — Friedr., Schutzm., Wohldorferstr. 66 <box>1164 961 1423 977</box>
